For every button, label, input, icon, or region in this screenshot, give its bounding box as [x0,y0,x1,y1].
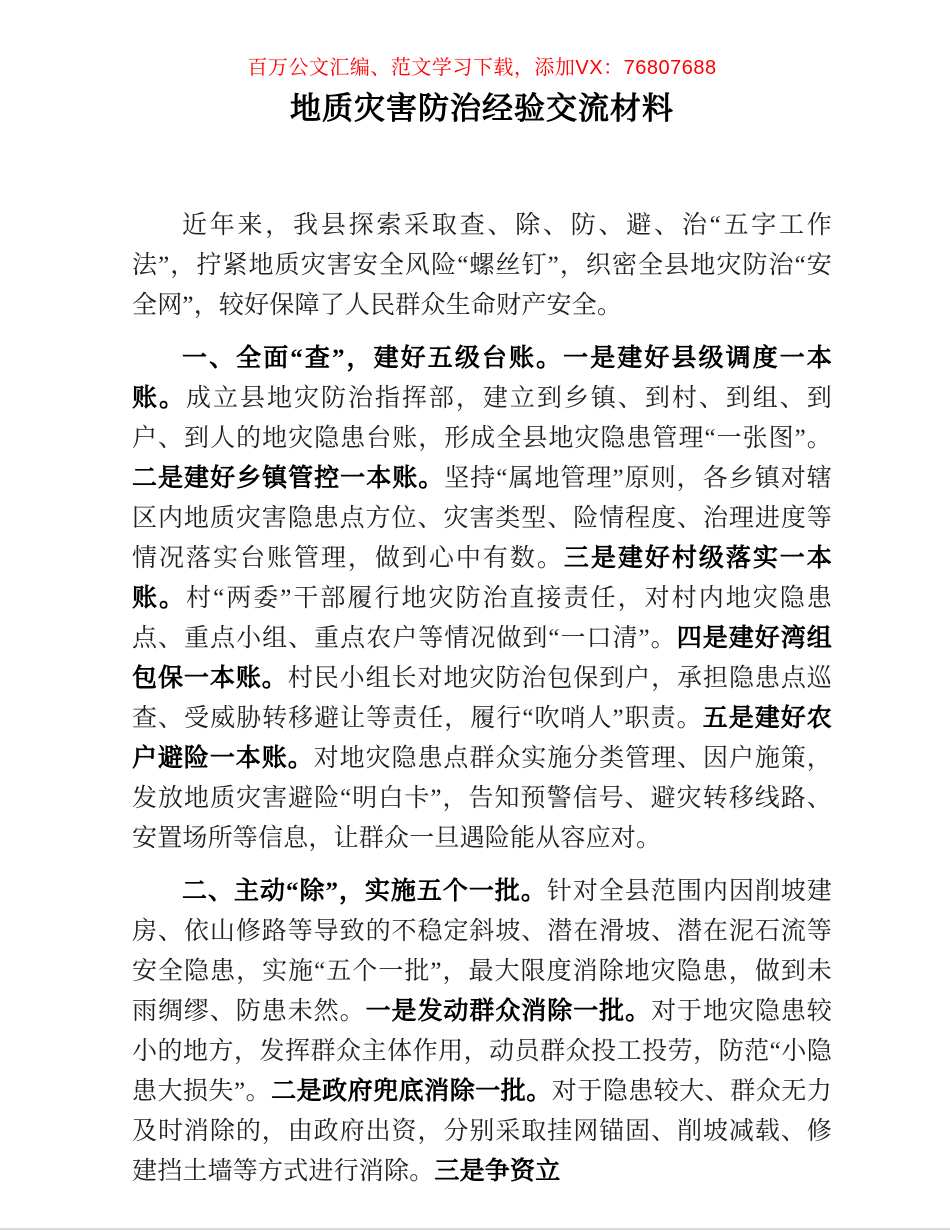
paragraph-section-two [132,872,832,1192]
document-title: 地质灾害防治经验交流材料 [290,91,674,126]
text-run: 对于地灾隐患较小的地方，发挥群众主体作用，动员群众投工投劳，防范“小隐患大损失”。 [132,998,832,1105]
text-run: 对地灾隐患点群众实施分类管理、因户施策，发放地质灾害避险“明白卡”，告知预警信号、避灾转移线路、安置场所等信息，让群众一旦遇险能从容应对。 [132,745,832,852]
text-run: 村民小组长对地灾防治包保到户，承担隐患点巡查、受威胁转移避让等责任，履行“吹哨人”职责。 [132,665,833,732]
bold-text-run: 五是建好农户避险一本账。 [132,705,832,772]
text-run: 村“两委”干部履行地灾防治直接责任，对村内地灾隐患点、重点小组、重点农户等情况做到“一口清”。 [132,585,832,652]
bold-text-run: 三是建好村级落实一本账。 [132,545,832,612]
text-run: 成立县地灾防治指挥部，建立到乡镇、到村、到组、到户、到人的地灾隐患台账，形成全县地灾隐患管理“一张图”。 [132,385,832,452]
bold-text-run: 二是建好乡镇管控一本账。 [132,465,445,492]
bold-text-run: 三是争资立 [434,1158,561,1185]
bold-text-run: 四是建好湾组包保一本账。 [132,625,832,692]
bold-text-run: 一、全面“查”，建好五级台账。一是建好县级调度一本账。 [132,345,832,412]
text-run: 近年来，我县探索采取查、除、防、避、治“五字工作法”，拧紧地质灾害安全风险“螺丝钉”，织密全县地灾防治“安全网”，较好保障了人民群众生命财产安全。 [132,212,832,319]
bold-text-run: 二是政府兜底消除一批。 [271,1078,552,1105]
paragraph-section-one [132,339,832,859]
text-run: 对于隐患较大、群众无力及时消除的，由政府出资，分别采取挂网锚固、削坡减载、修建挡土墙等方式进行消除。 [132,1078,833,1185]
bold-text-run: 一是发动群众消除一批。 [365,998,652,1025]
document-body [132,206,832,1192]
text-run: 坚持“属地管理”原则，各乡镇对辖区内地质灾害隐患点方位、灾害类型、险情程度、治理进度等情况落实台账管理，做到心中有数。 [132,465,832,572]
paragraph-intro [132,206,832,326]
bold-text-run: 二、主动“除”，实施五个一批。 [182,878,547,905]
watermark-notice: 百万公文汇编、范文学习下载，添加VX：76807688 [247,57,717,79]
text-run: 针对全县范围内因削坡建房、依山修路等导致的不稳定斜坡、潜在滑坡、潜在泥石流等安全隐患，实施“五个一批”，最大限度消除地灾隐患，做到未雨绸缪、防患未然。 [132,878,832,1025]
